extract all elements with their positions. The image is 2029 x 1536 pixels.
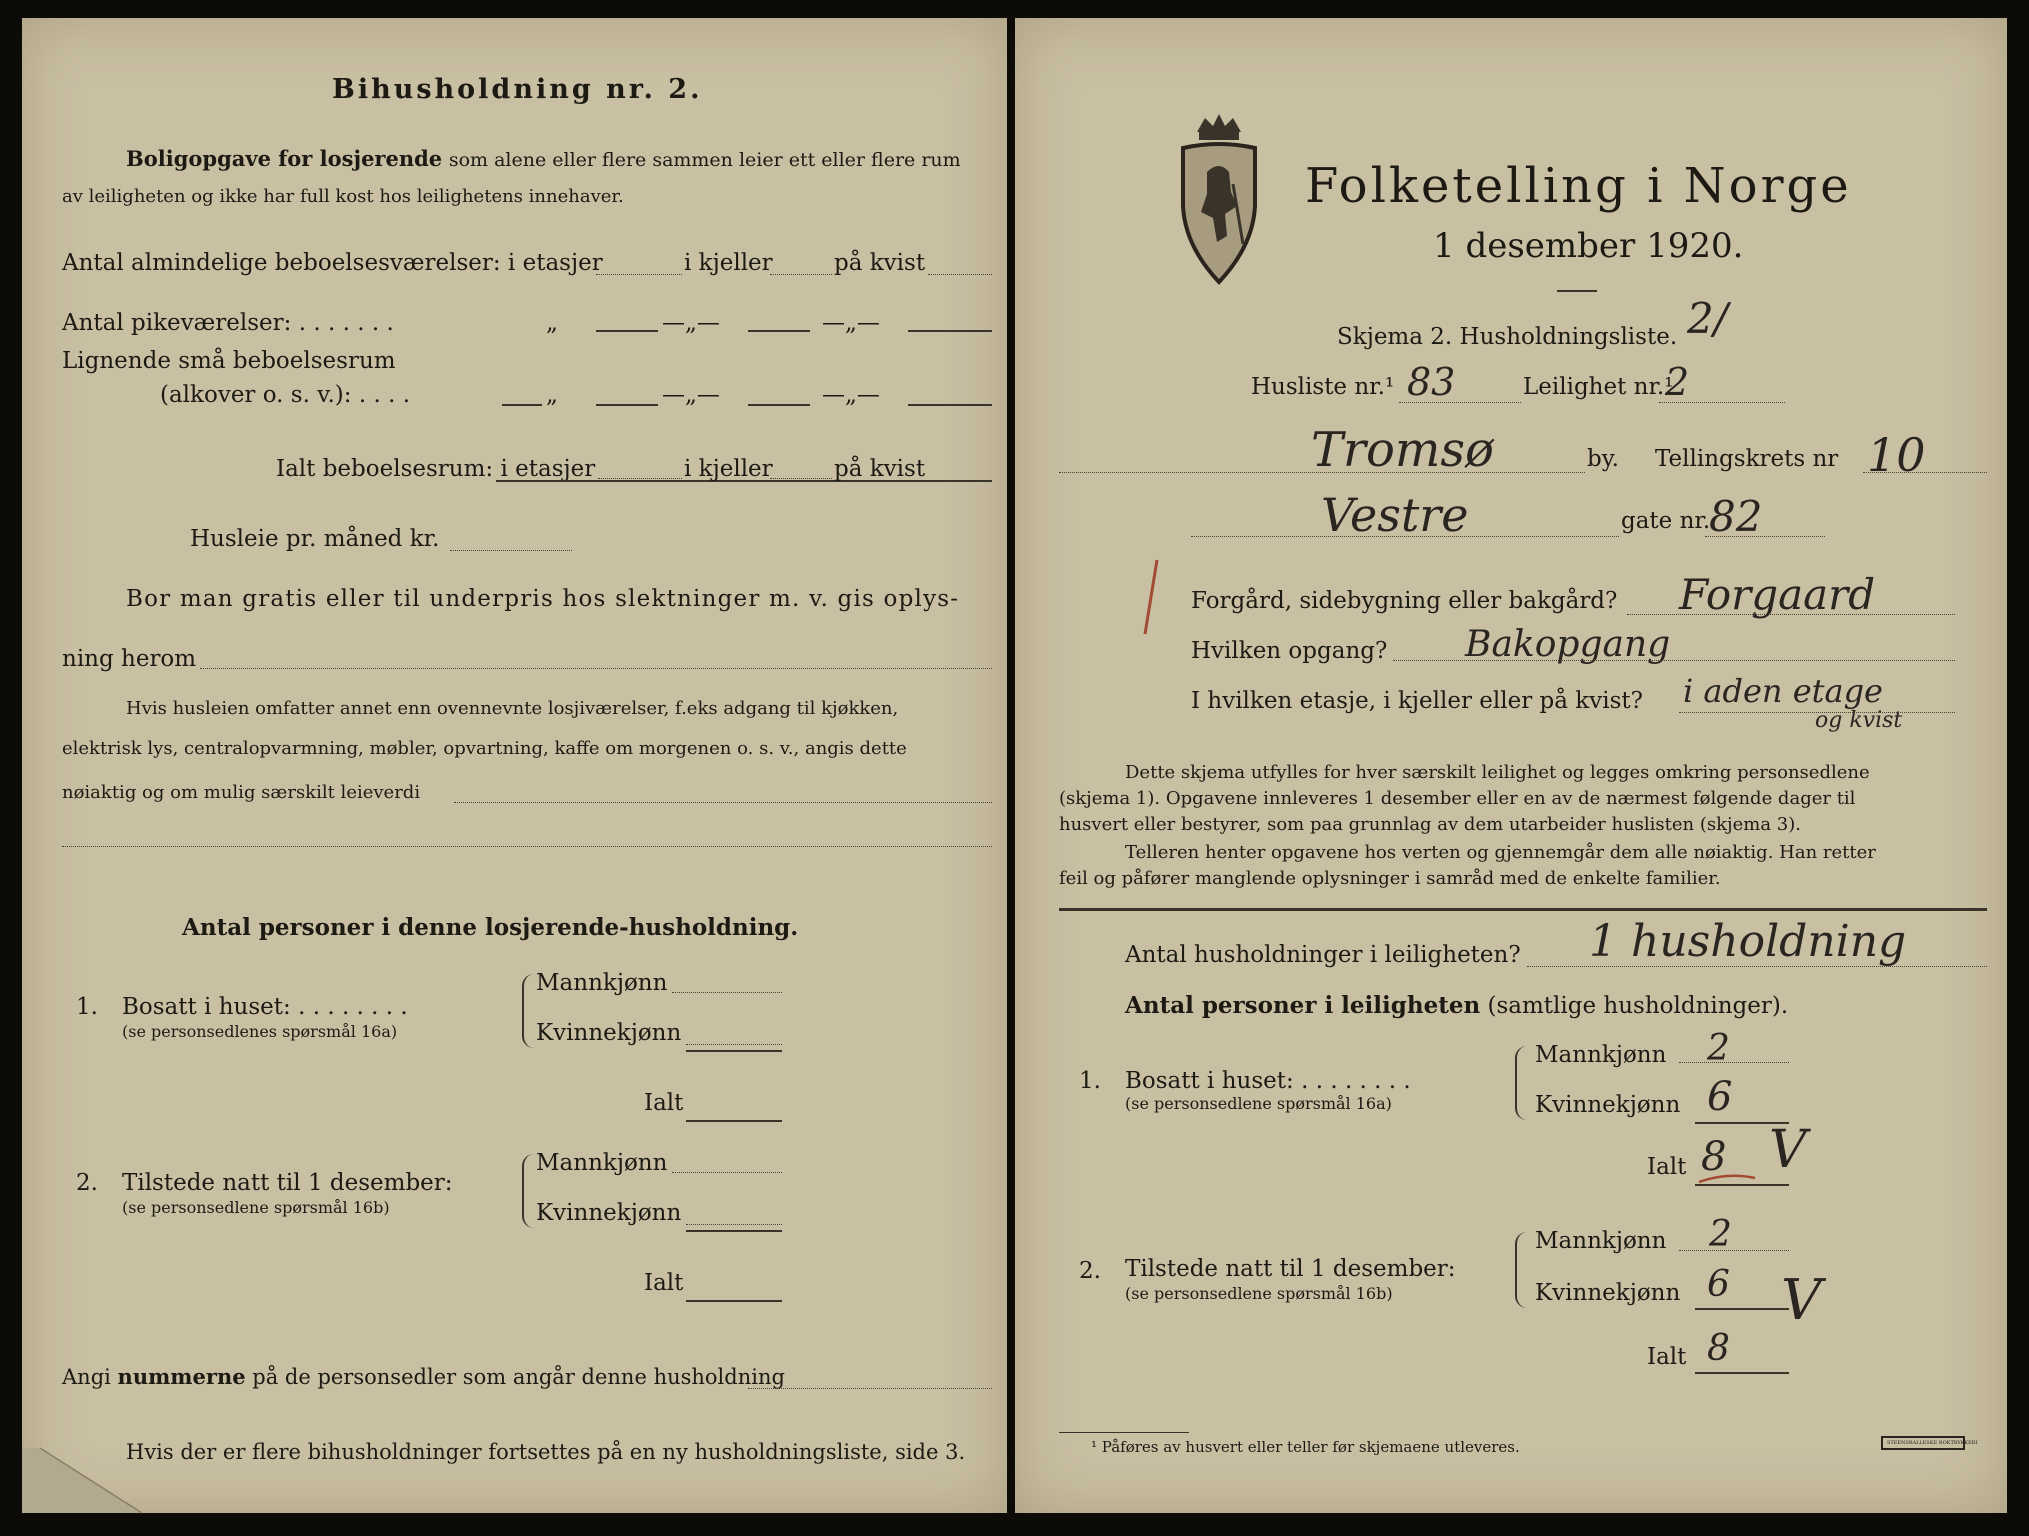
r-q2-kvinne-hw: 6 [1707, 1264, 1730, 1305]
etasje-hw-1: i aden etage [1683, 672, 1883, 710]
q2-sub: (se personsedlene spørsmål 16b) [122, 1198, 390, 1217]
right-page [1015, 18, 2007, 1513]
skjema-hw: 2/ [1687, 294, 1728, 343]
r-q1-ialt-hw: 8 [1701, 1134, 1727, 1180]
r-q1-mann-label: Mannkjønn [1535, 1042, 1667, 1068]
etasje-hw-2: og kvist [1815, 708, 1903, 733]
q2-kvinne-label: Kvinnekjønn [536, 1200, 682, 1226]
page-corner-fold [22, 1408, 142, 1513]
q1-kvinne-line[interactable] [686, 1044, 782, 1045]
ialt-etasjer-line[interactable] [598, 478, 682, 479]
r-q2-ialt-line[interactable] [1695, 1372, 1789, 1374]
husliste-line[interactable] [1399, 402, 1521, 403]
paa-kvist-label: på kvist [834, 250, 926, 276]
r-q1-kvinne-label: Kvinnekjønn [1535, 1092, 1681, 1118]
q2-kvinne-line[interactable] [686, 1224, 782, 1225]
intro-bold: Boligopgave for losjerende [126, 146, 443, 171]
antal-label: Antal almindelige beboelsesværelser: i etasjer [62, 250, 603, 276]
r-q2-check: V [1781, 1268, 1822, 1333]
by-hw: Tromsø [1311, 422, 1494, 478]
angi-bold: nummerne [117, 1364, 246, 1389]
forgard-line[interactable] [1627, 614, 1955, 615]
forgard-hw: Forgaard [1679, 570, 1876, 619]
r-q2-ialt-label: Ialt [1647, 1344, 1687, 1370]
q1-label: Bosatt i huset: . . . . . . . . [122, 994, 408, 1020]
bor-line[interactable] [200, 668, 992, 669]
lign-ditto: „ [546, 382, 558, 408]
ialt-i-kjeller: i kjeller [684, 456, 773, 482]
red-pencil-underline [1697, 1168, 1757, 1188]
q1-num: 1. [76, 994, 98, 1020]
divider [1059, 908, 1987, 911]
persons-bold: Antal personer i leiligheten [1125, 992, 1481, 1019]
angi-line[interactable] [748, 1388, 992, 1389]
ialt-kjeller-line[interactable] [770, 478, 832, 479]
forgard-label: Forgård, sidebygning eller bakgård? [1191, 588, 1618, 614]
q1-ialt-line[interactable] [686, 1120, 782, 1122]
red-pencil-mark [1137, 558, 1167, 638]
r-q1-sub: (se personsedlene spørsmål 16a) [1125, 1094, 1392, 1113]
leilighet-line[interactable] [1659, 402, 1785, 403]
q2-mann-label: Mannkjønn [536, 1150, 668, 1176]
q1-ialt-label: Ialt [644, 1090, 684, 1116]
angi-rest: på de personsedler som angår denne husholdning [252, 1365, 785, 1389]
hvis-line-3: nøiaktig og om mulig særskilt leieverdi [62, 782, 421, 803]
info-line-3: husvert eller bestyrer, som paa grunnlag av dem utarbeider huslisten (skjema 3). [1059, 814, 1801, 835]
husliste-hw: 83 [1407, 360, 1456, 404]
husliste-label: Husliste nr.¹ [1251, 374, 1395, 400]
hvis-line-1: Hvis husleien omfatter annet enn ovennevnte losjiværelser, f.eks adgang til kjøkken, [126, 698, 899, 719]
i-kjeller-label: i kjeller [684, 250, 773, 276]
r-q2-mann-hw: 2 [1709, 1214, 1732, 1255]
by-label: by. [1587, 446, 1619, 472]
right-date: 1 desember 1920. [1433, 226, 1744, 266]
bor-line-2: ning herom [62, 646, 197, 672]
ialt-paa-kvist: på kvist [834, 456, 926, 482]
right-title: Folketelling i Norge [1305, 158, 1852, 214]
left-footer: Hvis der er flere bihusholdninger fortsettes på en ny husholdningsliste, side 3. [126, 1440, 966, 1464]
info-line-4: Telleren henter opgavene hos verten og gjennemgår dem alle nøiaktig. Han retter [1125, 842, 1876, 863]
angi-pre: Angi [62, 1365, 111, 1389]
by-line[interactable] [1059, 472, 1585, 473]
r-q2-kvinne-label: Kvinnekjønn [1535, 1280, 1681, 1306]
pike-ditto-3: —„— [822, 310, 880, 336]
footnote: ¹ Påføres av husvert eller teller før skjemaene utleveres. [1091, 1438, 1520, 1456]
krets-line[interactable] [1863, 472, 1987, 473]
leieverdi-line-2[interactable] [62, 846, 992, 847]
hush-line[interactable] [1527, 966, 1987, 967]
intro-rest-1: som alene eller flere sammen leier ett eller flere rum [448, 149, 961, 171]
gate-label: gate nr. [1621, 508, 1711, 534]
r-q2-label: Tilstede natt til 1 desember: [1125, 1256, 1456, 1282]
krets-label: Tellingskrets nr [1655, 446, 1839, 472]
pike-label: Antal pikeværelser: . . . . . . . [62, 310, 394, 336]
lign-ditto-2: —„— [662, 382, 720, 408]
etasje-label: I hvilken etasje, i kjeller eller på kvist? [1191, 688, 1643, 714]
pike-ditto: „ [546, 310, 558, 336]
r-q1-mann-hw: 2 [1707, 1028, 1730, 1069]
lign-label-2: (alkover o. s. v.): . . . . [160, 382, 411, 408]
q2-ialt-label: Ialt [644, 1270, 684, 1296]
skjema-label: Skjema 2. Husholdningsliste. [1337, 324, 1678, 350]
husleie-line[interactable] [450, 550, 572, 551]
ialt-beboelse-label: Ialt beboelsesrum: i etasjer [276, 456, 596, 482]
kjeller-line[interactable] [770, 274, 832, 275]
opgang-hw: Bakopgang [1465, 624, 1671, 665]
q1-kvinne-label: Kvinnekjønn [536, 1020, 682, 1046]
r-q1-kvinne-hw: 6 [1707, 1074, 1733, 1120]
info-line-1: Dette skjema utfylles for hver særskilt leilighet og legges omkring personsedlene [1125, 762, 1870, 783]
leieverdi-line[interactable] [454, 802, 992, 803]
persons-rest: (samtlige husholdninger). [1487, 993, 1789, 1019]
hush-label: Antal husholdninger i leiligheten? [1125, 942, 1521, 968]
left-page [22, 18, 1007, 1513]
leilighet-hw: 2 [1665, 360, 1690, 404]
info-line-2: (skjema 1). Opgavene innleveres 1 desember eller en av de nærmest følgende dager til [1059, 788, 1856, 809]
kvist-line[interactable] [928, 274, 992, 275]
printer-stamp: STEENSBALLESKE BOKTRYKKERI [1881, 1436, 1965, 1450]
hvis-line-2: elektrisk lys, centralopvarmning, møbler, opvartning, kaffe om morgenen o. s. v., angis dette [62, 738, 907, 759]
persons-title: Antal personer i denne losjerende-husholdning. [182, 914, 799, 941]
r-q1-ialt-label: Ialt [1647, 1154, 1687, 1180]
opgang-label: Hvilken opgang? [1191, 638, 1388, 664]
r-q1-label: Bosatt i huset: . . . . . . . . [1125, 1068, 1411, 1094]
info-line-5: feil og påfører manglende oplysninger i samråd med de enkelte familier. [1059, 868, 1721, 889]
pike-ditto-2: —„— [662, 310, 720, 336]
r-q2-mann-label: Mannkjønn [1535, 1228, 1667, 1254]
gate-line[interactable] [1191, 536, 1619, 537]
norwegian-coat-of-arms-icon [1177, 114, 1261, 284]
q2-num: 2. [76, 1170, 98, 1196]
r-q1-mann-line[interactable] [1679, 1062, 1789, 1063]
r-q1-num: 1. [1079, 1068, 1101, 1094]
etasjer-line[interactable] [596, 274, 682, 275]
r-q2-ialt-hw: 8 [1707, 1328, 1730, 1369]
r-q2-num: 2. [1079, 1258, 1101, 1284]
r-q1-check: V [1769, 1120, 1807, 1180]
left-title: Bihusholdning nr. 2. [332, 74, 703, 105]
lign-ditto-3: —„— [822, 382, 880, 408]
intro-rest-2: av leiligheten og ikke har full kost hos leilighetens innehaver. [62, 186, 624, 207]
bor-line-1: Bor man gratis eller til underpris hos slektninger m. v. gis oplys- [126, 586, 960, 612]
gate-nr-hw: 82 [1709, 492, 1763, 541]
q2-mann-line[interactable] [672, 1172, 782, 1173]
q1-mann-label: Mannkjønn [536, 970, 668, 996]
q1-sub: (se personsedlenes spørsmål 16a) [122, 1022, 398, 1041]
gate-hw: Vestre [1321, 488, 1469, 542]
q2-ialt-line[interactable] [686, 1300, 782, 1302]
opgang-line[interactable] [1393, 660, 1955, 661]
hush-hw: 1 husholdning [1589, 916, 1907, 967]
gate-nr-line[interactable] [1705, 536, 1825, 537]
krets-hw: 10 [1867, 428, 1926, 482]
husleie-label: Husleie pr. måned kr. [190, 526, 440, 552]
r-q2-sub: (se personsedlene spørsmål 16b) [1125, 1284, 1393, 1303]
r-q2-mann-line[interactable] [1679, 1250, 1789, 1251]
leilighet-label: Leilighet nr.¹ [1523, 374, 1674, 400]
lign-label-1: Lignende små beboelsesrum [62, 348, 396, 374]
q1-mann-line[interactable] [672, 992, 782, 993]
etasje-line[interactable] [1679, 712, 1955, 713]
q2-label: Tilstede natt til 1 desember: [122, 1170, 453, 1196]
